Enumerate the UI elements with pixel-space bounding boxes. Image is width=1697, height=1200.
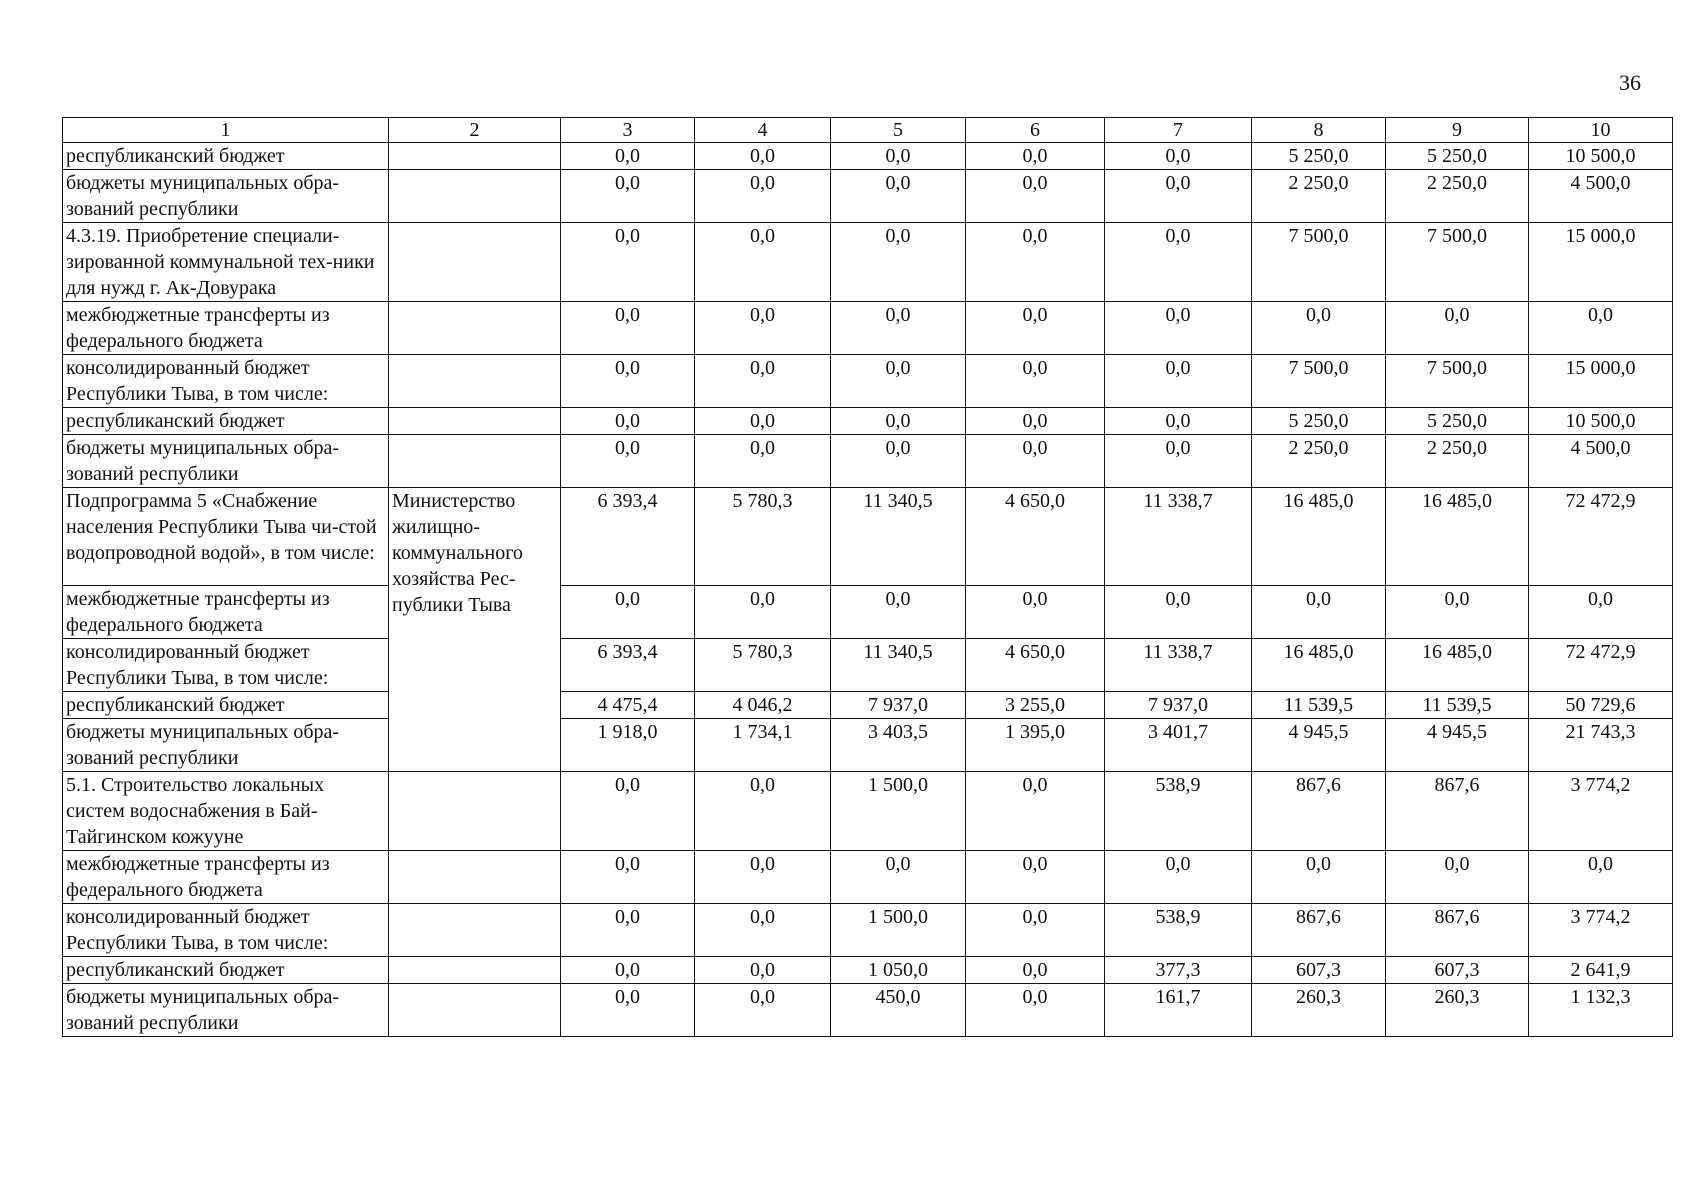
value-cell: 0,0 <box>561 957 695 984</box>
row-name-cell: республиканский бюджет <box>63 692 389 719</box>
value-cell: 0,0 <box>1252 302 1386 355</box>
value-cell: 72 472,9 <box>1529 488 1673 586</box>
value-cell: 867,6 <box>1386 904 1529 957</box>
value-cell: 0,0 <box>966 957 1105 984</box>
value-cell: 0,0 <box>966 851 1105 904</box>
value-cell: 11 539,5 <box>1252 692 1386 719</box>
executor-empty-cell <box>389 408 561 435</box>
header-cell: 3 <box>561 118 695 143</box>
value-cell: 21 743,3 <box>1529 719 1673 772</box>
value-cell: 0,0 <box>1386 302 1529 355</box>
value-cell: 2 250,0 <box>1252 170 1386 223</box>
value-cell: 2 250,0 <box>1386 435 1529 488</box>
value-cell: 0,0 <box>966 984 1105 1037</box>
value-cell: 7 500,0 <box>1386 223 1529 302</box>
value-cell: 16 485,0 <box>1252 488 1386 586</box>
executor-empty-cell <box>389 143 561 170</box>
value-cell: 1 050,0 <box>831 957 966 984</box>
page-number: 36 <box>1619 70 1641 95</box>
value-cell: 0,0 <box>561 904 695 957</box>
value-cell: 0,0 <box>831 302 966 355</box>
value-cell: 0,0 <box>1105 586 1252 639</box>
table-row <box>63 355 1673 408</box>
value-cell: 260,3 <box>1386 984 1529 1037</box>
row-name-cell: республиканский бюджет <box>63 143 389 170</box>
value-cell: 0,0 <box>831 586 966 639</box>
value-cell: 0,0 <box>561 772 695 851</box>
row-name-cell: республиканский бюджет <box>63 408 389 435</box>
value-cell: 1 500,0 <box>831 904 966 957</box>
value-cell: 0,0 <box>695 408 831 435</box>
value-cell: 2 250,0 <box>1386 170 1529 223</box>
value-cell: 0,0 <box>695 170 831 223</box>
value-cell: 1 734,1 <box>695 719 831 772</box>
value-cell: 0,0 <box>695 586 831 639</box>
row-name-cell: консолидированный бюджет Республики Тыва, в том числе: <box>63 904 389 957</box>
header-cell: 10 <box>1529 118 1673 143</box>
value-cell: 6 393,4 <box>561 639 695 692</box>
value-cell: 0,0 <box>966 170 1105 223</box>
value-cell: 5 250,0 <box>1386 408 1529 435</box>
value-cell: 10 500,0 <box>1529 143 1673 170</box>
value-cell: 7 937,0 <box>831 692 966 719</box>
value-cell: 6 393,4 <box>561 488 695 586</box>
value-cell: 0,0 <box>561 223 695 302</box>
row-name-cell: межбюджетные трансферты из федерального бюджета <box>63 586 389 639</box>
value-cell: 0,0 <box>561 408 695 435</box>
value-cell: 7 500,0 <box>1252 223 1386 302</box>
row-name-cell: 4.3.19. Приобретение специали-зированной коммунальной тех-ники для нужд г. Ак-Довурака <box>63 223 389 302</box>
value-cell: 0,0 <box>561 586 695 639</box>
executor-empty-cell <box>389 223 561 302</box>
value-cell: 0,0 <box>695 143 831 170</box>
executor-cell: Министерство жилищно-коммунального хозяйства Рес-публики Тыва <box>389 488 561 772</box>
value-cell: 4 046,2 <box>695 692 831 719</box>
value-cell: 0,0 <box>1105 143 1252 170</box>
executor-empty-cell <box>389 435 561 488</box>
value-cell: 7 500,0 <box>1386 355 1529 408</box>
executor-empty-cell <box>389 957 561 984</box>
table-body <box>63 143 1673 1037</box>
value-cell: 0,0 <box>1105 170 1252 223</box>
value-cell: 0,0 <box>966 302 1105 355</box>
table-row <box>63 719 1673 772</box>
header-cell: 9 <box>1386 118 1529 143</box>
table-row <box>63 143 1673 170</box>
value-cell: 4 650,0 <box>966 488 1105 586</box>
executor-empty-cell <box>389 772 561 851</box>
value-cell: 0,0 <box>1529 851 1673 904</box>
value-cell: 0,0 <box>561 355 695 408</box>
value-cell: 0,0 <box>1529 586 1673 639</box>
table-row <box>63 772 1673 851</box>
value-cell: 72 472,9 <box>1529 639 1673 692</box>
value-cell: 5 780,3 <box>695 488 831 586</box>
value-cell: 0,0 <box>561 302 695 355</box>
value-cell: 3 403,5 <box>831 719 966 772</box>
table-row <box>63 435 1673 488</box>
table-row <box>63 984 1673 1037</box>
value-cell: 4 945,5 <box>1252 719 1386 772</box>
value-cell: 607,3 <box>1386 957 1529 984</box>
value-cell: 2 250,0 <box>1252 435 1386 488</box>
value-cell: 16 485,0 <box>1386 639 1529 692</box>
value-cell: 11 539,5 <box>1386 692 1529 719</box>
value-cell: 0,0 <box>695 904 831 957</box>
executor-empty-cell <box>389 851 561 904</box>
table-row <box>63 957 1673 984</box>
executor-empty-cell <box>389 302 561 355</box>
value-cell: 0,0 <box>966 143 1105 170</box>
value-cell: 4 650,0 <box>966 639 1105 692</box>
table-row <box>63 223 1673 302</box>
value-cell: 5 250,0 <box>1252 408 1386 435</box>
row-name-cell: межбюджетные трансферты из федерального бюджета <box>63 851 389 904</box>
value-cell: 0,0 <box>831 408 966 435</box>
value-cell: 161,7 <box>1105 984 1252 1037</box>
value-cell: 0,0 <box>561 143 695 170</box>
value-cell: 3 774,2 <box>1529 904 1673 957</box>
value-cell: 1 395,0 <box>966 719 1105 772</box>
value-cell: 0,0 <box>695 851 831 904</box>
value-cell: 16 485,0 <box>1252 639 1386 692</box>
value-cell: 11 338,7 <box>1105 488 1252 586</box>
value-cell: 0,0 <box>1386 586 1529 639</box>
value-cell: 0,0 <box>561 851 695 904</box>
header-cell: 4 <box>695 118 831 143</box>
value-cell: 0,0 <box>695 223 831 302</box>
header-cell: 5 <box>831 118 966 143</box>
value-cell: 0,0 <box>831 170 966 223</box>
table-row <box>63 170 1673 223</box>
header-cell: 1 <box>63 118 389 143</box>
value-cell: 7 937,0 <box>1105 692 1252 719</box>
value-cell: 10 500,0 <box>1529 408 1673 435</box>
value-cell: 5 250,0 <box>1252 143 1386 170</box>
value-cell: 0,0 <box>695 355 831 408</box>
table-row <box>63 639 1673 692</box>
value-cell: 538,9 <box>1105 904 1252 957</box>
value-cell: 4 500,0 <box>1529 170 1673 223</box>
value-cell: 0,0 <box>1105 302 1252 355</box>
row-name-cell: бюджеты муниципальных обра-зований республики <box>63 719 389 772</box>
value-cell: 11 340,5 <box>831 639 966 692</box>
row-name-cell: бюджеты муниципальных обра-зований республики <box>63 435 389 488</box>
header-row <box>63 118 1673 143</box>
value-cell: 0,0 <box>1105 851 1252 904</box>
row-name-cell: 5.1. Строительство локальных систем водоснабжения в Бай-Тайгинском кожууне <box>63 772 389 851</box>
value-cell: 0,0 <box>1252 851 1386 904</box>
value-cell: 0,0 <box>831 355 966 408</box>
row-name-cell: республиканский бюджет <box>63 957 389 984</box>
executor-empty-cell <box>389 170 561 223</box>
budget-table <box>62 117 1673 1037</box>
header-cell: 7 <box>1105 118 1252 143</box>
value-cell: 1 500,0 <box>831 772 966 851</box>
table-row <box>63 692 1673 719</box>
value-cell: 0,0 <box>1105 408 1252 435</box>
value-cell: 867,6 <box>1252 772 1386 851</box>
table-row <box>63 408 1673 435</box>
row-name-cell: консолидированный бюджет Республики Тыва, в том числе: <box>63 639 389 692</box>
executor-empty-cell <box>389 355 561 408</box>
value-cell: 4 945,5 <box>1386 719 1529 772</box>
value-cell: 0,0 <box>966 772 1105 851</box>
value-cell: 0,0 <box>561 435 695 488</box>
value-cell: 0,0 <box>831 143 966 170</box>
value-cell: 3 255,0 <box>966 692 1105 719</box>
value-cell: 0,0 <box>831 223 966 302</box>
value-cell: 0,0 <box>1105 223 1252 302</box>
value-cell: 607,3 <box>1252 957 1386 984</box>
value-cell: 7 500,0 <box>1252 355 1386 408</box>
value-cell: 0,0 <box>695 435 831 488</box>
value-cell: 15 000,0 <box>1529 223 1673 302</box>
value-cell: 11 338,7 <box>1105 639 1252 692</box>
value-cell: 5 250,0 <box>1386 143 1529 170</box>
value-cell: 377,3 <box>1105 957 1252 984</box>
value-cell: 0,0 <box>831 851 966 904</box>
value-cell: 867,6 <box>1386 772 1529 851</box>
value-cell: 0,0 <box>1252 586 1386 639</box>
table-row <box>63 904 1673 957</box>
value-cell: 260,3 <box>1252 984 1386 1037</box>
value-cell: 16 485,0 <box>1386 488 1529 586</box>
value-cell: 15 000,0 <box>1529 355 1673 408</box>
value-cell: 0,0 <box>695 957 831 984</box>
value-cell: 1 132,3 <box>1529 984 1673 1037</box>
value-cell: 450,0 <box>831 984 966 1037</box>
value-cell: 50 729,6 <box>1529 692 1673 719</box>
value-cell: 0,0 <box>1105 435 1252 488</box>
table-row <box>63 302 1673 355</box>
value-cell: 11 340,5 <box>831 488 966 586</box>
executor-empty-cell <box>389 904 561 957</box>
value-cell: 0,0 <box>966 355 1105 408</box>
value-cell: 0,0 <box>966 408 1105 435</box>
value-cell: 4 500,0 <box>1529 435 1673 488</box>
value-cell: 0,0 <box>695 302 831 355</box>
value-cell: 4 475,4 <box>561 692 695 719</box>
value-cell: 1 918,0 <box>561 719 695 772</box>
row-name-cell: Подпрограмма 5 «Снабжение населения Республики Тыва чи-стой водопроводной водой», в том числе: <box>63 488 389 586</box>
header-cell: 8 <box>1252 118 1386 143</box>
value-cell: 0,0 <box>695 772 831 851</box>
value-cell: 2 641,9 <box>1529 957 1673 984</box>
row-name-cell: бюджеты муниципальных обра-зований республики <box>63 170 389 223</box>
value-cell: 0,0 <box>561 984 695 1037</box>
row-name-cell: консолидированный бюджет Республики Тыва, в том числе: <box>63 355 389 408</box>
value-cell: 0,0 <box>1105 355 1252 408</box>
value-cell: 0,0 <box>966 223 1105 302</box>
value-cell: 0,0 <box>966 435 1105 488</box>
value-cell: 538,9 <box>1105 772 1252 851</box>
value-cell: 0,0 <box>966 904 1105 957</box>
value-cell: 0,0 <box>561 170 695 223</box>
value-cell: 3 774,2 <box>1529 772 1673 851</box>
table-row <box>63 851 1673 904</box>
header-cell: 2 <box>389 118 561 143</box>
row-name-cell: бюджеты муниципальных обра-зований республики <box>63 984 389 1037</box>
executor-empty-cell <box>389 984 561 1037</box>
value-cell: 0,0 <box>695 984 831 1037</box>
value-cell: 3 401,7 <box>1105 719 1252 772</box>
value-cell: 0,0 <box>1529 302 1673 355</box>
value-cell: 0,0 <box>1386 851 1529 904</box>
value-cell: 5 780,3 <box>695 639 831 692</box>
table-row <box>63 586 1673 639</box>
header-cell: 6 <box>966 118 1105 143</box>
value-cell: 867,6 <box>1252 904 1386 957</box>
value-cell: 0,0 <box>966 586 1105 639</box>
table-row <box>63 488 1673 586</box>
value-cell: 0,0 <box>831 435 966 488</box>
row-name-cell: межбюджетные трансферты из федерального бюджета <box>63 302 389 355</box>
